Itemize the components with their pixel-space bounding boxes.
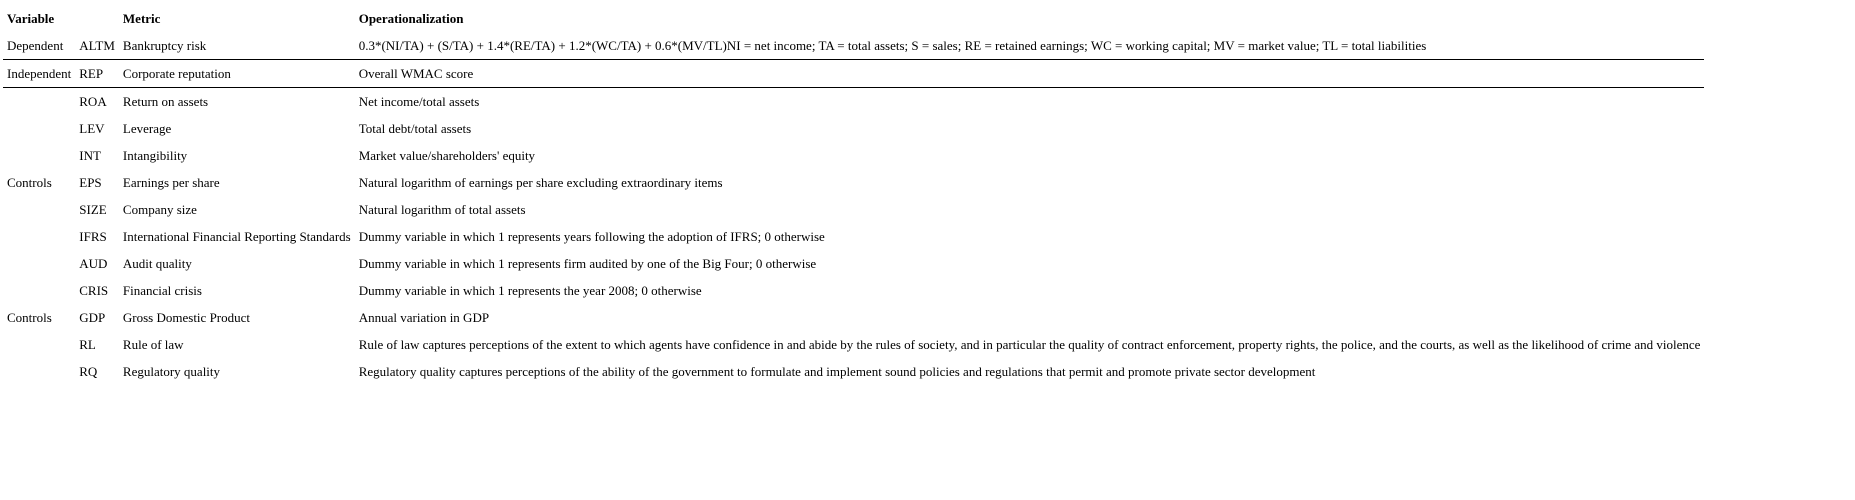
row-metric: Company size	[122, 202, 197, 217]
row-operationalization: Rule of law captures perceptions of the extent to which agents have confidence in and abide by the rules of society, and in particular the quality of contract enforcement, property rights, the police, and the courts, as well as the likelihood of crime and violence	[358, 337, 1701, 352]
table-row	[3, 277, 1704, 304]
row-metric: Earnings per share	[122, 175, 220, 190]
row-code: SIZE	[79, 202, 107, 217]
row-variable	[3, 115, 75, 142]
row-operationalization: Natural logarithm of total assets	[358, 202, 526, 217]
header-variable: Variable	[7, 10, 55, 26]
row-code: LEV	[79, 121, 105, 136]
row-variable	[3, 331, 75, 358]
row-operationalization: Market value/shareholders' equity	[358, 148, 536, 163]
row-variable	[3, 358, 75, 385]
row-code: ALTM	[79, 38, 115, 53]
row-code: CRIS	[79, 283, 109, 298]
table-body	[3, 32, 1704, 385]
row-metric: Gross Domestic Product	[122, 310, 251, 325]
row-metric: Intangibility	[122, 148, 188, 163]
header-row	[3, 6, 1704, 32]
row-metric: Financial crisis	[122, 283, 202, 298]
table-row	[3, 304, 1704, 331]
table-row	[3, 196, 1704, 223]
row-metric: International Financial Reporting Standards	[122, 229, 351, 244]
row-variable	[3, 277, 75, 304]
row-metric: Leverage	[122, 121, 172, 136]
row-code: AUD	[79, 256, 108, 271]
table-row	[3, 60, 1704, 88]
row-metric: Regulatory quality	[122, 364, 221, 379]
row-operationalization: Natural logarithm of earnings per share excluding extraordinary items	[358, 175, 723, 190]
row-metric: Audit quality	[122, 256, 192, 271]
row-variable	[3, 250, 75, 277]
table-row	[3, 358, 1704, 385]
header-metric: Metric	[122, 10, 161, 26]
row-operationalization: Annual variation in GDP	[358, 310, 490, 325]
row-operationalization: Regulatory quality captures perceptions of the ability of the government to formulate and implement sound policies and regulations that permit and promote private sector development	[358, 364, 1316, 379]
row-metric: Return on assets	[122, 94, 209, 109]
table-row	[3, 115, 1704, 142]
row-code: EPS	[79, 175, 102, 190]
row-code: REP	[75, 60, 119, 88]
table-row	[3, 331, 1704, 358]
row-variable: Independent	[3, 60, 75, 88]
row-operationalization: Net income/total assets	[358, 94, 480, 109]
row-code: ROA	[79, 94, 107, 109]
row-operationalization: Total debt/total assets	[358, 121, 472, 136]
row-operationalization: Overall WMAC score	[355, 60, 1705, 88]
table-row	[3, 250, 1704, 277]
table-row	[3, 32, 1704, 60]
header-operationalization: Operationalization	[358, 10, 464, 26]
row-variable: Dependent	[7, 38, 64, 53]
variables-table	[3, 6, 1704, 385]
table-row	[3, 169, 1704, 196]
row-code: RQ	[79, 364, 98, 379]
row-variable	[3, 196, 75, 223]
row-code: INT	[79, 148, 101, 163]
row-code: GDP	[79, 310, 106, 325]
row-code: IFRS	[79, 229, 107, 244]
row-variable: Controls	[7, 175, 52, 190]
row-metric: Corporate reputation	[119, 60, 355, 88]
row-operationalization: Dummy variable in which 1 represents firm audited by one of the Big Four; 0 otherwise	[358, 256, 817, 271]
table-row	[3, 223, 1704, 250]
row-operationalization: Dummy variable in which 1 represents the year 2008; 0 otherwise	[358, 283, 702, 298]
row-variable	[3, 142, 75, 169]
row-metric: Rule of law	[122, 337, 184, 352]
row-metric: Bankruptcy risk	[122, 38, 207, 53]
table-row	[3, 142, 1704, 169]
table-row	[3, 88, 1704, 116]
row-variable: Controls	[7, 310, 52, 325]
table-header	[3, 6, 1704, 32]
row-code: RL	[79, 337, 96, 352]
row-variable	[3, 223, 75, 250]
row-variable	[3, 88, 75, 116]
row-operationalization: 0.3*(NI/TA) + (S/TA) + 1.4*(RE/TA) + 1.2*(WC/TA) + 0.6*(MV/TL)NI = net income; TA = total assets; S = sales; RE = retained earnings; WC = working capital; MV = market value; TL = total liabilities	[358, 38, 1427, 53]
header-code	[75, 6, 119, 32]
row-operationalization: Dummy variable in which 1 represents years following the adoption of IFRS; 0 otherwise	[358, 229, 825, 244]
